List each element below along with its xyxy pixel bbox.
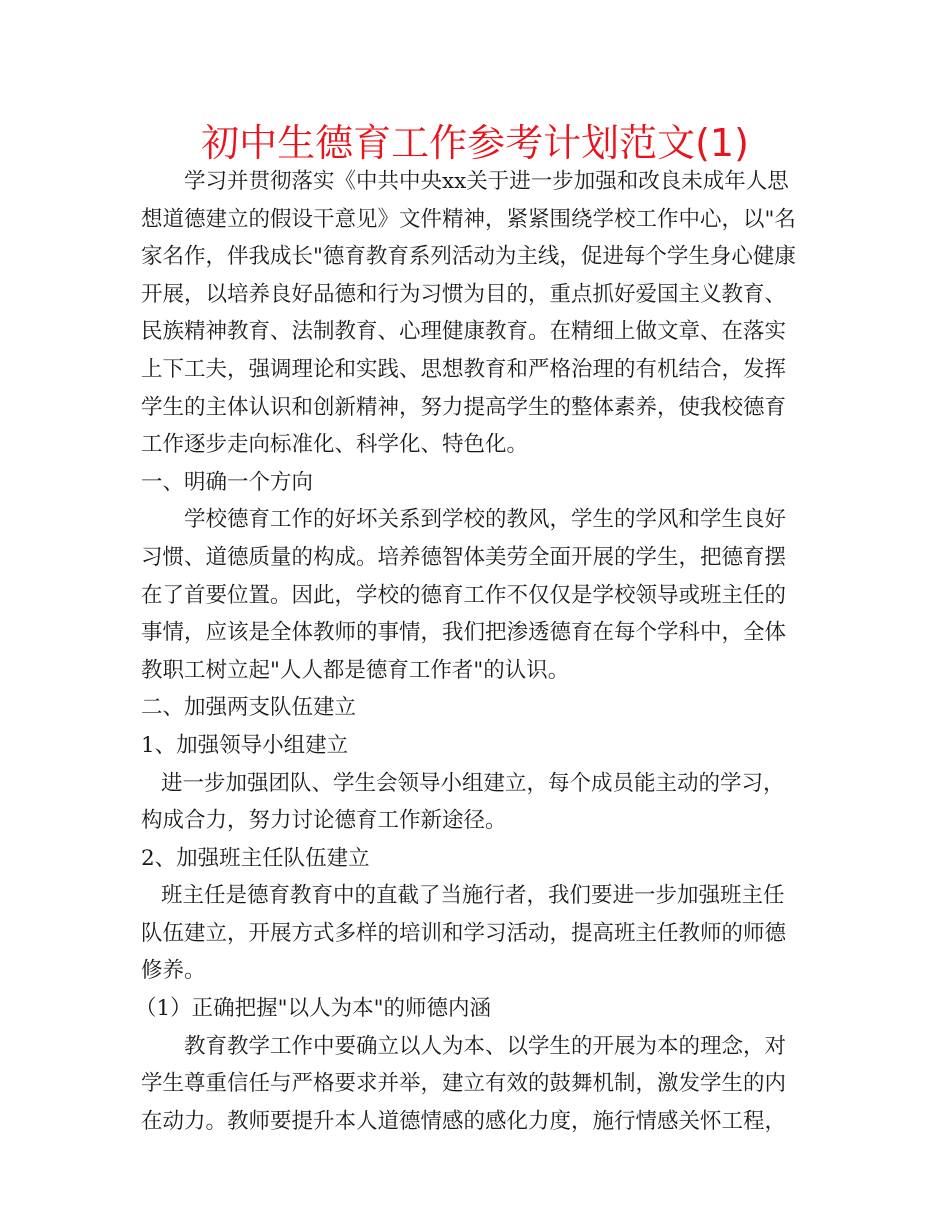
subsection-heading: 1、加强领导小组建立 <box>141 732 349 758</box>
paragraph-line: 开展，以培养良好品德和行为习惯为目的，重点抓好爱国主义教育、 <box>141 281 787 307</box>
document-body <box>135 163 811 1140</box>
paragraph-line: 想道德建立的假设干意见》文件精神，紧紧围绕学校工作中心，以"名 <box>141 206 796 232</box>
paragraph-line: 教职工树立起"人人都是德育工作者"的认识。 <box>141 657 570 683</box>
section-heading: 一、明确一个方向 <box>141 469 314 495</box>
paragraph-line: 上下工夫，强调理论和实践、思想教育和严格治理的有机结合，发挥 <box>141 356 787 382</box>
paragraph-line: 学生尊重信任与严格要求并举，建立有效的鼓舞机制，激发学生的内 <box>141 1071 787 1097</box>
paragraph-line: 在了首要位置。因此，学校的德育工作不仅仅是学校领导或班主任的 <box>141 582 787 608</box>
subsection-heading: 2、加强班主任队伍建立 <box>141 845 370 871</box>
paragraph-line: 教育教学工作中要确立以人为本、以学生的开展为本的理念，对 <box>184 1033 787 1059</box>
paragraph-line: 队伍建立，开展方式多样的培训和学习活动，提高班主任教师的师德 <box>141 920 787 946</box>
paragraph-line: 学生的主体认识和创新精神，努力提高学生的整体素养，使我校德育 <box>141 394 787 420</box>
section-heading: 二、加强两支队伍建立 <box>141 695 357 721</box>
paragraph-line: 工作逐步走向标准化、科学化、特色化。 <box>141 432 529 458</box>
paragraph-line: 事情，应该是全体教师的事情，我们把渗透德育在每个学科中，全体 <box>141 620 787 646</box>
paragraph-line: 构成合力，努力讨论德育工作新途径。 <box>141 808 507 834</box>
paragraph-line: 修养。 <box>141 958 206 984</box>
document-title: 初中生德育工作参考计划范文(1) <box>201 121 749 165</box>
paragraph-line: 学校德育工作的好坏关系到学校的教风，学生的学风和学生良好 <box>184 507 787 533</box>
paragraph-line: 班主任是德育教育中的直截了当施行者，我们要进一步加强班主任 <box>161 883 785 909</box>
paragraph-line: 民族精神教育、法制教育、心理健康教育。在精细上做文章、在落实 <box>141 319 787 345</box>
paragraph-line: 进一步加强团队、学生会领导小组建立，每个成员能主动的学习， <box>161 770 785 796</box>
paragraph-line: 家名作，伴我成长"德育教育系列活动为主线，促进每个学生身心健康 <box>141 244 796 270</box>
paragraph-line: 学习并贯彻落实《中共中央xx关于进一步加强和改良未成年人思 <box>184 169 789 194</box>
paragraph-line: 习惯、道德质量的构成。培养德智体美劳全面开展的学生，把德育摆 <box>141 544 787 570</box>
subsection-heading: （1）正确把握"以人为本"的师德内涵 <box>135 996 491 1022</box>
paragraph-line: 在动力。教师要提升本人道德情感的感化力度，施行情感关怀工程， <box>141 1108 787 1134</box>
